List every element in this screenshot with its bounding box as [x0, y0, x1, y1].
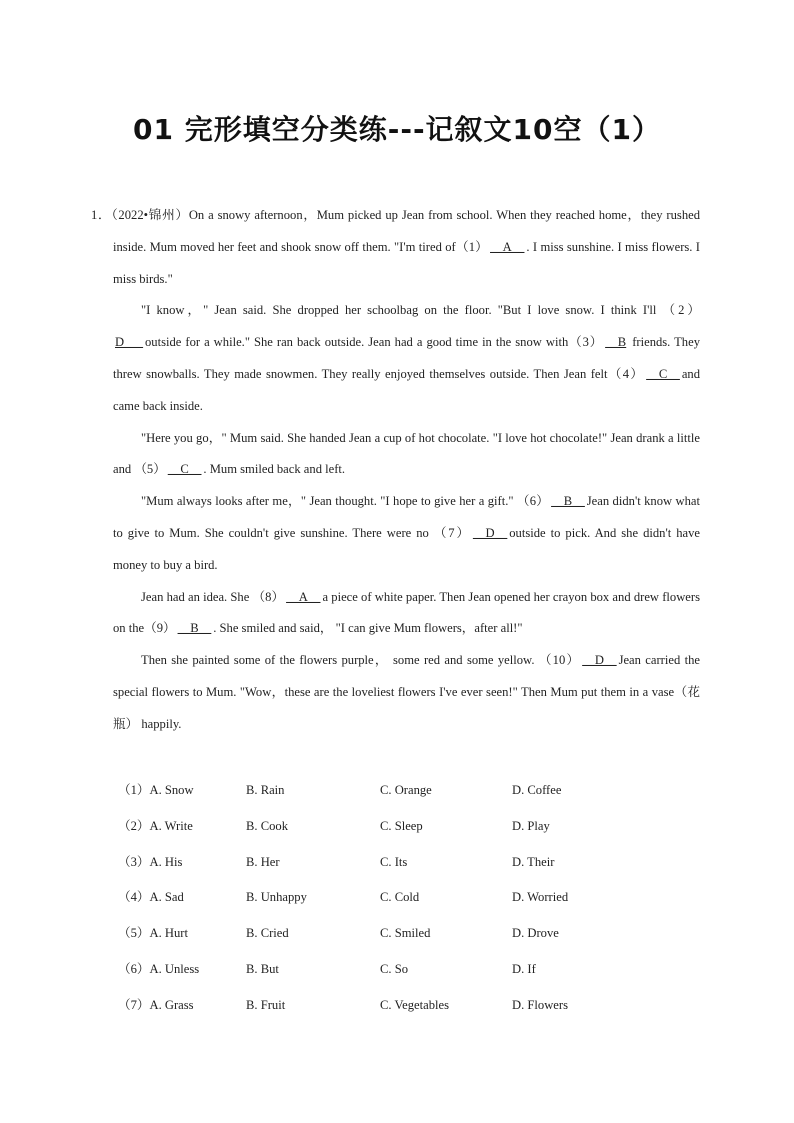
- answer-blank-2: D___: [115, 335, 143, 350]
- option-b: B. Cook: [246, 818, 288, 833]
- answer-blank-4: __C__: [646, 366, 680, 381]
- option-c: C. So: [380, 961, 408, 976]
- option-a: （6）A. Unless: [118, 961, 200, 976]
- answer-blank-1: __A__: [490, 239, 525, 254]
- paragraph-text: "Mum always looks after me，" Jean thought. "I hope to give her a gift." （6）: [141, 494, 550, 509]
- paragraph-text: Jean had an idea. She （8）: [141, 589, 285, 604]
- option-a: （1）A. Snow: [118, 783, 194, 797]
- option-d: D. Flowers: [512, 997, 568, 1012]
- paragraph-text: . Mum smiled back and left.: [203, 462, 346, 477]
- paragraph-text: friends. They threw snowballs. They made snowmen. They really enjoyed themselves outside. Then Jean felt（4）: [113, 335, 700, 381]
- option-a: （3）A. His: [118, 854, 183, 869]
- paragraph-4: [113, 486, 700, 581]
- option-d: D. Drove: [512, 926, 559, 941]
- answer-blank-8: __A__: [286, 589, 321, 604]
- paragraph-text: outside to pick. And she didn't have money to buy a bird.: [113, 525, 701, 572]
- option-b: B. Unhappy: [246, 890, 307, 905]
- cloze-passage: [91, 200, 701, 741]
- paragraph-text: . She smiled and said， "I can give Mum flowers，after all!": [213, 621, 523, 636]
- option-d: D. Their: [512, 854, 555, 869]
- option-b: B. Cried: [246, 926, 289, 941]
- option-c: C. Smiled: [380, 926, 431, 941]
- answer-blank-5: __C__: [167, 462, 202, 477]
- paragraph-1: [91, 200, 701, 295]
- option-d: D. If: [512, 961, 536, 976]
- paragraph-text: Then she painted some of the flowers purple， some red and some yellow. （10）: [141, 653, 581, 668]
- paragraph-text: a piece of white paper. Then Jean opened her crayon box and drew flowers on the（9）: [113, 589, 700, 636]
- paragraph-text: "Here you go，" Mum said. She handed Jean a cup of hot chocolate. "I love hot chocolate!" Jean drank a little and （5）: [113, 430, 700, 477]
- option-a: （7）A. Grass: [118, 997, 194, 1012]
- page-title: 01 完形填空分类练---记叙文10空（1）: [132, 113, 662, 146]
- paragraph-5: [113, 582, 700, 646]
- option-b: B. Her: [246, 854, 280, 869]
- option-b: B. Rain: [246, 783, 285, 797]
- option-b: B. Fruit: [246, 997, 286, 1012]
- option-c: C. Sleep: [380, 818, 423, 833]
- paragraph-text: . I miss sunshine. I miss flowers. I miss birds.": [113, 239, 700, 286]
- option-d: D. Worried: [512, 890, 569, 905]
- option-c: C. Its: [380, 854, 408, 869]
- paragraph-text: outside for a while." She ran back outside. Jean had a good time in the snow with（3）: [145, 335, 604, 350]
- option-d: D. Coffee: [512, 783, 562, 797]
- paragraph-6: [113, 645, 700, 740]
- option-c: C. Vegetables: [380, 997, 450, 1012]
- paragraph-2: [113, 295, 700, 422]
- paragraph-3: [113, 423, 700, 487]
- paragraph-text: On a snowy afternoon，Mum picked up Jean from school. When they reached home，they rushed inside. Mum moved her feet and shook snow off them. "I'm tired of（1）: [113, 208, 701, 254]
- answer-blank-3: __B: [605, 335, 627, 350]
- option-a: （4）A. Sad: [118, 890, 184, 905]
- paragraph-text: and came back inside.: [113, 366, 700, 413]
- paragraph-text: "I know，" Jean said. She dropped her schoolbag on the floor. "But I love snow. I think I'll （2）: [141, 303, 700, 318]
- answer-blank-10: __D__: [582, 653, 617, 668]
- answer-blank-7: __D__: [472, 525, 508, 540]
- option-c: C. Orange: [380, 783, 432, 797]
- option-b: B. But: [246, 961, 279, 976]
- answer-blank-9: __B__: [177, 621, 212, 636]
- option-d: D. Play: [512, 818, 550, 833]
- option-a: （2）A. Write: [118, 818, 193, 833]
- option-a: （5）A. Hurt: [118, 926, 188, 941]
- paragraph-text: Jean didn't know what to give to Mum. She couldn't give sunshine. There were no （7）: [113, 494, 700, 540]
- option-c: C. Cold: [380, 890, 420, 905]
- question-source: （2022•锦州）: [111, 208, 189, 222]
- answer-blank-6: __B__: [551, 494, 585, 509]
- paragraph-text: Jean carried the special flowers to Mum. "Wow，these are the loveliest flowers I've ever seen!" Then Mum put them in a vase（花瓶） happily.: [113, 653, 700, 731]
- question-number: 1．: [91, 208, 112, 222]
